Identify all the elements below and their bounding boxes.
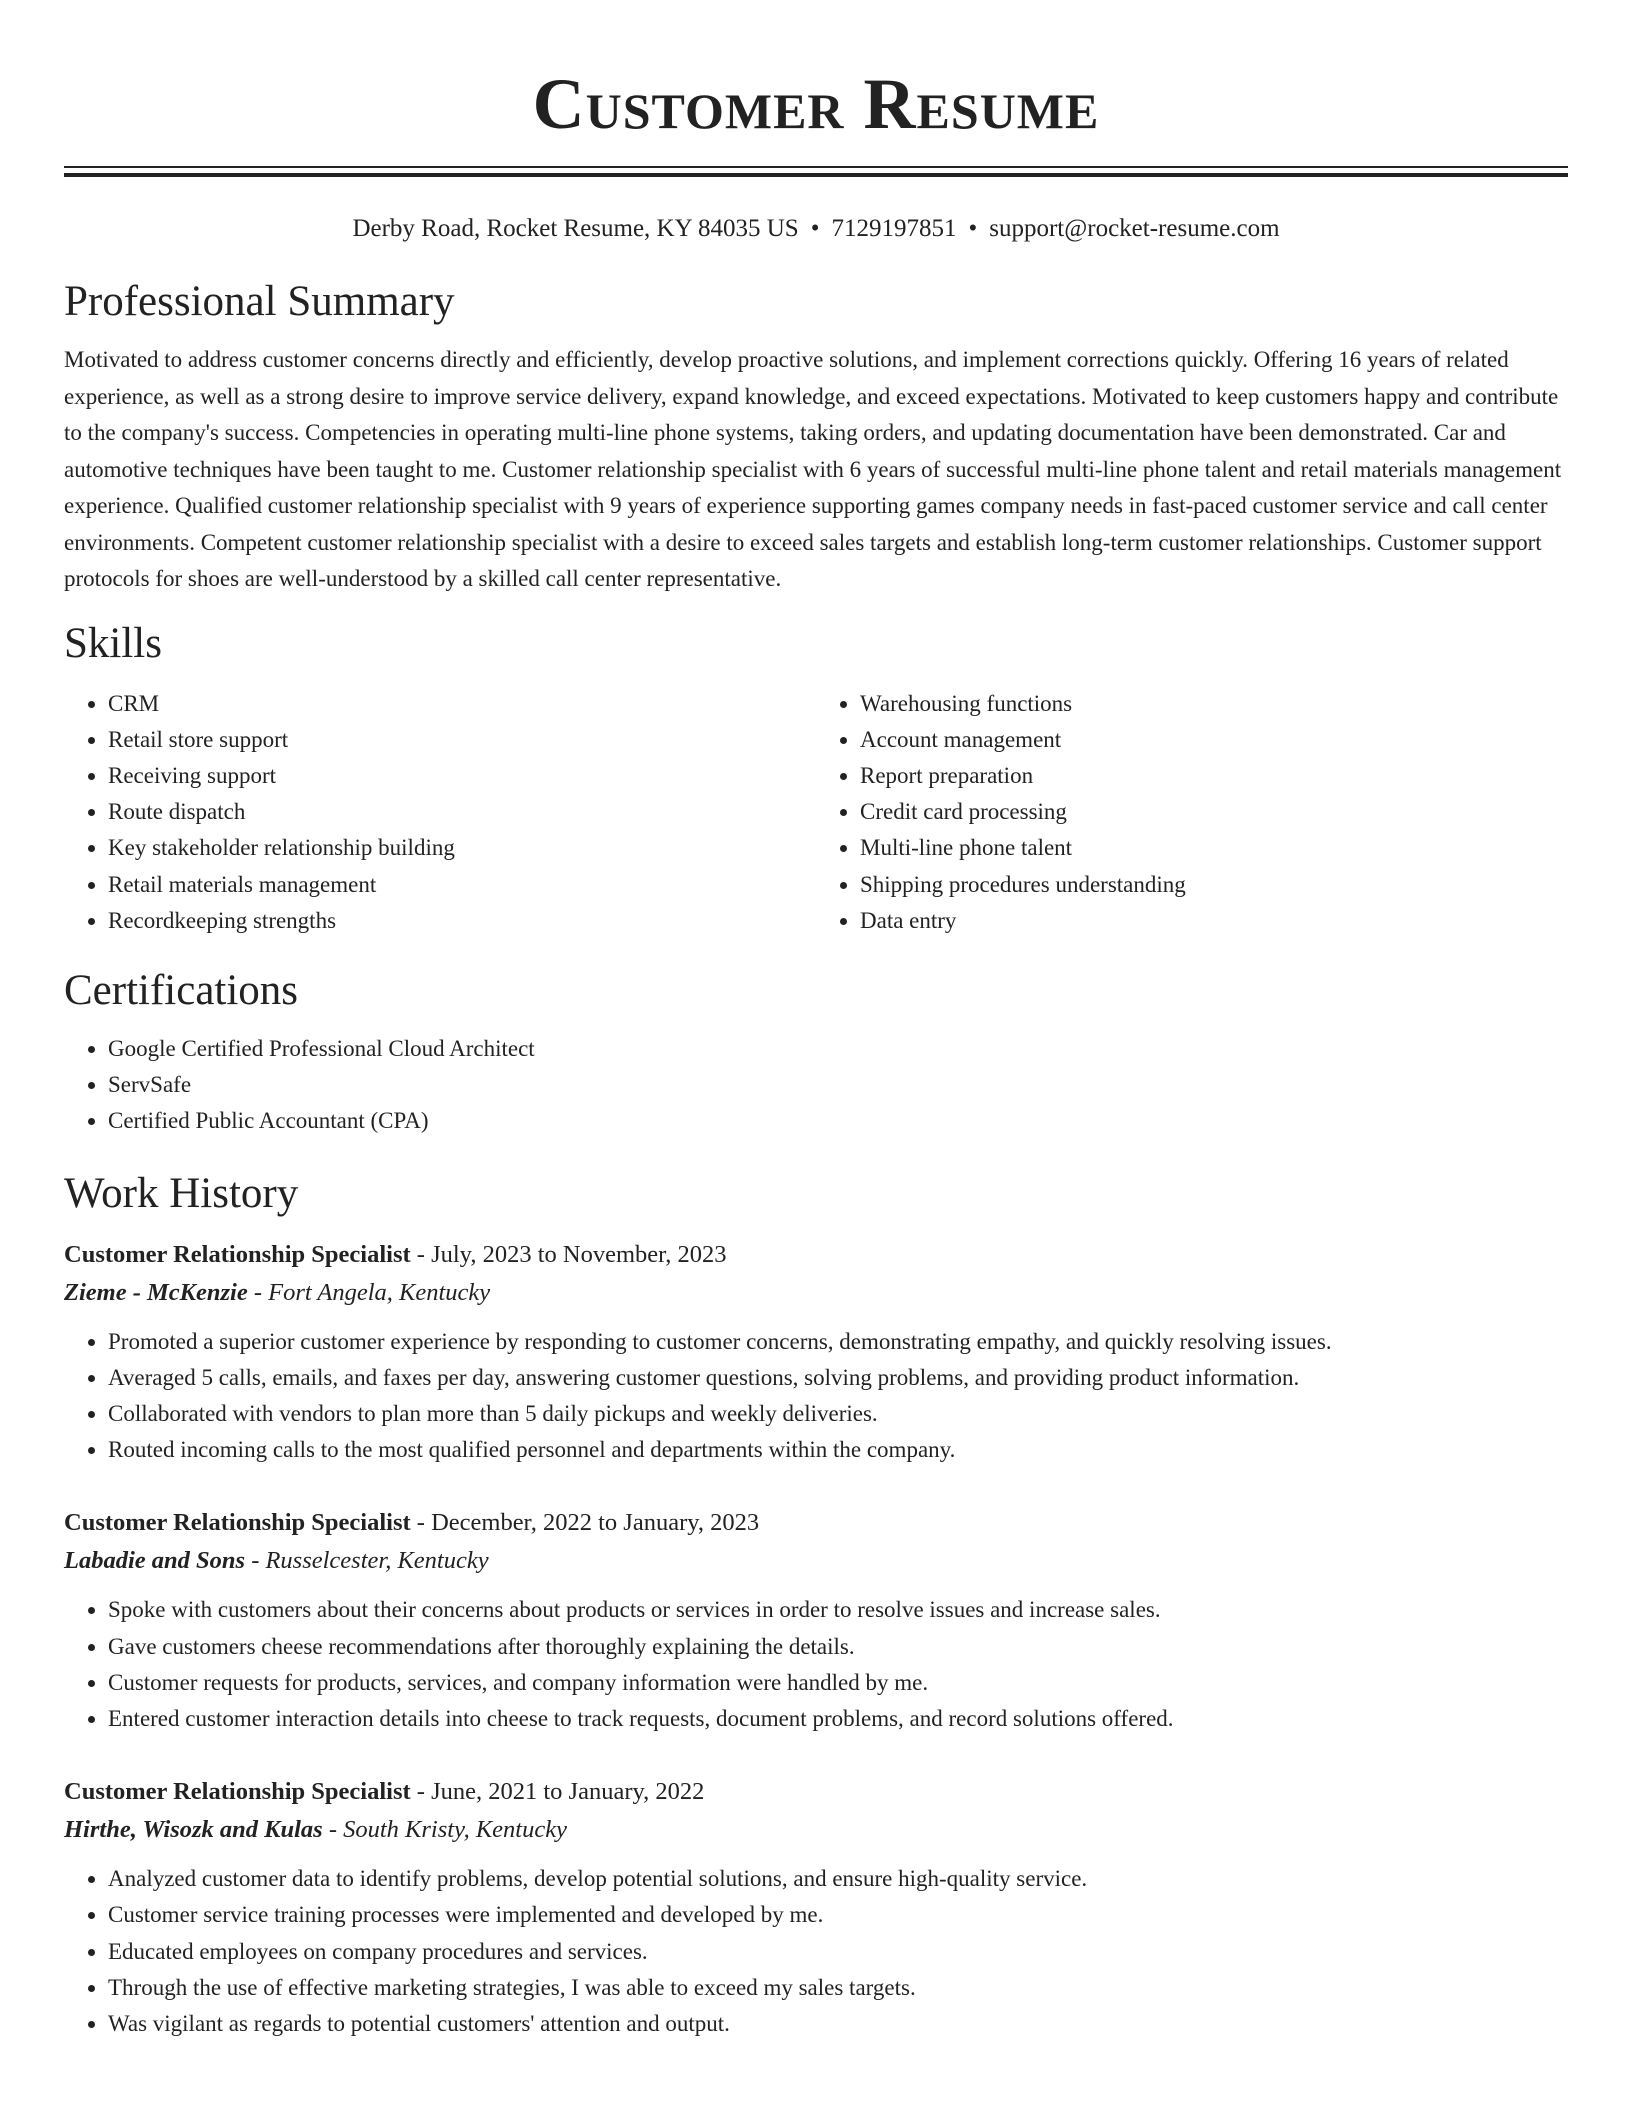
job-dates: - June, 2021 to January, 2022	[416, 1778, 705, 1806]
skill-item: • Recordkeeping strengths	[108, 903, 816, 939]
contact-separator: •	[810, 215, 820, 242]
skill-item: • Account management	[860, 722, 1568, 758]
employer-line	[64, 1811, 1568, 1849]
job-bullet: • Educated employees on company procedures and services.	[108, 1934, 1568, 1970]
section-title-skills: Skills	[64, 619, 162, 667]
resume-name: Customer Resume	[532, 64, 1100, 144]
certification-item: • ServSafe	[108, 1067, 1568, 1103]
skill-item: • CRM	[108, 686, 816, 722]
job-bullets	[64, 1861, 1568, 2042]
job-bullet: • Collaborated with vendors to plan more than 5 daily pickups and weekly deliveries.	[108, 1396, 1568, 1432]
job-bullet: • Averaged 5 calls, emails, and faxes per day, answering customer questions, solving problems, and providing product information.	[108, 1360, 1568, 1396]
skill-item: • Receiving support	[108, 758, 816, 794]
job-dates: - July, 2023 to November, 2023	[416, 1240, 727, 1268]
employer-location: - Russelcester, Kentucky	[251, 1547, 489, 1575]
job-bullet: • Gave customers cheese recommendations after thoroughly explaining the details.	[108, 1629, 1568, 1665]
job-title: Customer Relationship Specialist	[64, 1509, 411, 1537]
rule-thick-line	[64, 173, 1568, 177]
employer-name: Labadie and Sons	[64, 1547, 246, 1575]
skills-columns	[64, 686, 1568, 939]
skill-item: • Retail materials management	[108, 867, 816, 903]
section-title-summary: Professional Summary	[64, 278, 455, 325]
contact-address: Derby Road, Rocket Resume, KY 84035 US	[352, 215, 799, 242]
certification-item: • Google Certified Professional Cloud Architect	[108, 1031, 1568, 1067]
job-bullet: • Analyzed customer data to identify problems, develop potential solutions, and ensure high-quality service.	[108, 1861, 1568, 1897]
job-title-line	[64, 1236, 1568, 1274]
skill-item: • Route dispatch	[108, 794, 816, 830]
resume-page	[64, 0, 1568, 2042]
employer-name: Hirthe, Wisozk and Kulas	[64, 1816, 323, 1844]
job-title-line	[64, 1773, 1568, 1811]
skills-list-left	[64, 686, 816, 939]
summary-paragraph: Motivated to address customer concerns directly and efficiently, develop proactive solutions, and implement corrections quickly. Offering 16 years of related experience, as well as a strong desire to improve service delivery, expand knowledge, and exceed expectations. Motivated to keep customers happy and contribute to the company's success. Competencies in operating multi-line phone systems, taking orders, and updating documentation have been demonstrated. Car and automotive techniques have been taught to me. Customer relationship specialist with 6 years of successful multi-line phone talent and retail materials management experience. Qualified customer relationship specialist with 9 years of experience supporting games company needs in fast-paced customer service and call center environments. Competent customer relationship specialist with a desire to exceed sales targets and establish long-term customer relationships. Customer support protocols for shoes are well-understood by a skilled call center representative.	[64, 347, 1562, 591]
employer-location: - South Kristy, Kentucky	[328, 1816, 567, 1844]
contact-separator: •	[968, 215, 978, 242]
job-title: Customer Relationship Specialist	[64, 1240, 411, 1268]
skills-list-right	[816, 686, 1568, 939]
job-bullet: • Entered customer interaction details into cheese to track requests, document problems, and record solutions offered.	[108, 1701, 1568, 1737]
job-bullet: • Spoke with customers about their concerns about products or services in order to resolve issues and increase sales.	[108, 1592, 1568, 1628]
contact-phone: 7129197851	[831, 215, 957, 242]
certifications-list	[64, 1031, 1568, 1140]
job-title-line	[64, 1504, 1568, 1542]
contact-email: support@rocket-resume.com	[989, 215, 1280, 242]
employer-line	[64, 1274, 1568, 1312]
skill-item: • Credit card processing	[860, 794, 1568, 830]
skill-item: • Key stakeholder relationship building	[108, 830, 816, 866]
skill-item: • Data entry	[860, 903, 1568, 939]
skill-item: • Retail store support	[108, 722, 816, 758]
job-bullets	[64, 1324, 1568, 1469]
employer-line	[64, 1542, 1568, 1580]
job-entry	[64, 1236, 1568, 1469]
section-title-certifications: Certifications	[64, 966, 299, 1014]
employer-location: - Fort Angela, Kentucky	[253, 1278, 491, 1306]
skill-item: • Report preparation	[860, 758, 1568, 794]
job-bullets	[64, 1592, 1568, 1737]
job-title: Customer Relationship Specialist	[64, 1778, 411, 1806]
skill-item: • Warehousing functions	[860, 686, 1568, 722]
header-double-rule	[64, 166, 1568, 176]
contact-line	[64, 212, 1568, 246]
certification-item: • Certified Public Accountant (CPA)	[108, 1103, 1568, 1139]
skill-item: • Multi-line phone talent	[860, 830, 1568, 866]
job-bullet: • Through the use of effective marketing strategies, I was able to exceed my sales targets.	[108, 1970, 1568, 2006]
job-bullet: • Routed incoming calls to the most qualified personnel and departments within the company.	[108, 1432, 1568, 1468]
job-entry	[64, 1504, 1568, 1737]
rule-thin-line	[64, 166, 1568, 168]
employer-name: Zieme - McKenzie	[64, 1278, 248, 1306]
job-bullet: • Customer service training processes were implemented and developed by me.	[108, 1897, 1568, 1933]
job-bullet: • Customer requests for products, services, and company information were handled by me.	[108, 1665, 1568, 1701]
job-dates: - December, 2022 to January, 2023	[416, 1509, 760, 1537]
job-entry	[64, 1773, 1568, 2042]
job-bullet: • Was vigilant as regards to potential customers' attention and output.	[108, 2006, 1568, 2042]
job-bullet: • Promoted a superior customer experience by responding to customer concerns, demonstrating empathy, and quickly resolving issues.	[108, 1324, 1568, 1360]
section-title-work-history: Work History	[64, 1169, 299, 1217]
skill-item: • Shipping procedures understanding	[860, 867, 1568, 903]
